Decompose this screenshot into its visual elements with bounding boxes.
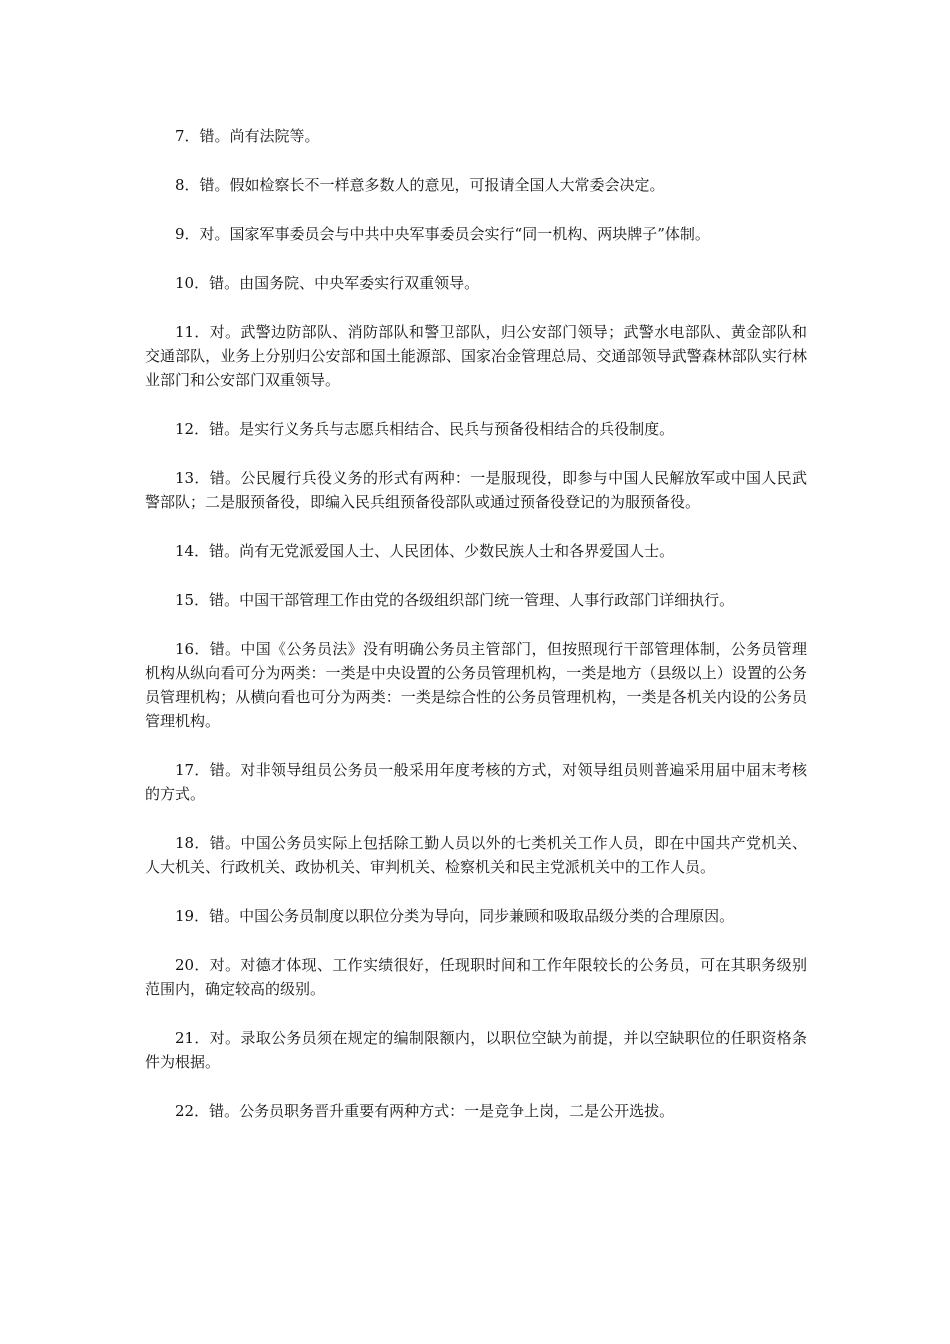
answer-19: 19．错。中国公务员制度以职位分类为导向，同步兼顾和吸取品级分类的合理原因。 bbox=[175, 907, 735, 925]
answer-7: 7．错。尚有法院等。 bbox=[175, 127, 320, 145]
answer-13: 13．错。公民履行兵役义务的形式有两种：一是服现役，即参与中国人民解放军或中国人民武警部队；二是服预备役，即编入民兵组预备役部队或通过预备役登记的为服预备役。 bbox=[145, 469, 807, 511]
answer-18: 18．错。中国公务员实际上包括除工勤人员以外的七类机关工作人员，即在中国共产党机关、人大机关、行政机关、政协机关、审判机关、检察机关和民主党派机关中的工作人员。 bbox=[145, 834, 807, 876]
answer-11: 11．对。武警边防部队、消防部队和警卫部队，归公安部门领导；武警水电部队、黄金部队和交通部队，业务上分别归公安部和国土能源部、国家冶金管理总局、交通部领导武警森林部队实行林业部门和公安部门双重领导。 bbox=[145, 323, 807, 389]
answer-list bbox=[145, 124, 807, 1148]
answer-14: 14．错。尚有无党派爱国人士、人民团体、少数民族人士和各界爱国人士。 bbox=[175, 542, 675, 560]
answer-10: 10．错。由国务院、中央军委实行双重领导。 bbox=[175, 274, 480, 292]
answer-20: 20．对。对德才体现、工作实绩很好，任现职时间和工作年限较长的公务员，可在其职务级别范围内，确定较高的级别。 bbox=[145, 956, 807, 998]
answer-9: 9．对。国家军事委员会与中共中央军事委员会实行“同一机构、两块牌子”体制。 bbox=[175, 225, 710, 243]
answer-12: 12．错。是实行义务兵与志愿兵相结合、民兵与预备役相结合的兵役制度。 bbox=[175, 420, 675, 438]
answer-17: 17．错。对非领导组员公务员一般采用年度考核的方式，对领导组员则普遍采用届中届末考核的方式。 bbox=[145, 761, 807, 803]
answer-8: 8．错。假如检察长不一样意多数人的意见，可报请全国人大常委会决定。 bbox=[175, 176, 665, 194]
answer-16: 16．错。中国《公务员法》没有明确公务员主管部门，但按照现行干部管理体制，公务员管理机构从纵向看可分为两类：一类是中央设置的公务员管理机构，一类是地方（县级以上）设置的公务员管理机构；从横向看也可分为两类：一类是综合性的公务员管理机构，一类是各机关内设的公务员管理机构。 bbox=[145, 640, 807, 730]
answer-21: 21．对。录取公务员须在规定的编制限额内，以职位空缺为前提，并以空缺职位的任职资格条件为根据。 bbox=[145, 1029, 807, 1071]
answer-15: 15．错。中国干部管理工作由党的各级组织部门统一管理、人事行政部门详细执行。 bbox=[175, 591, 735, 609]
answer-22: 22．错。公务员职务晋升重要有两种方式：一是竞争上岗，二是公开选拔。 bbox=[175, 1102, 675, 1120]
